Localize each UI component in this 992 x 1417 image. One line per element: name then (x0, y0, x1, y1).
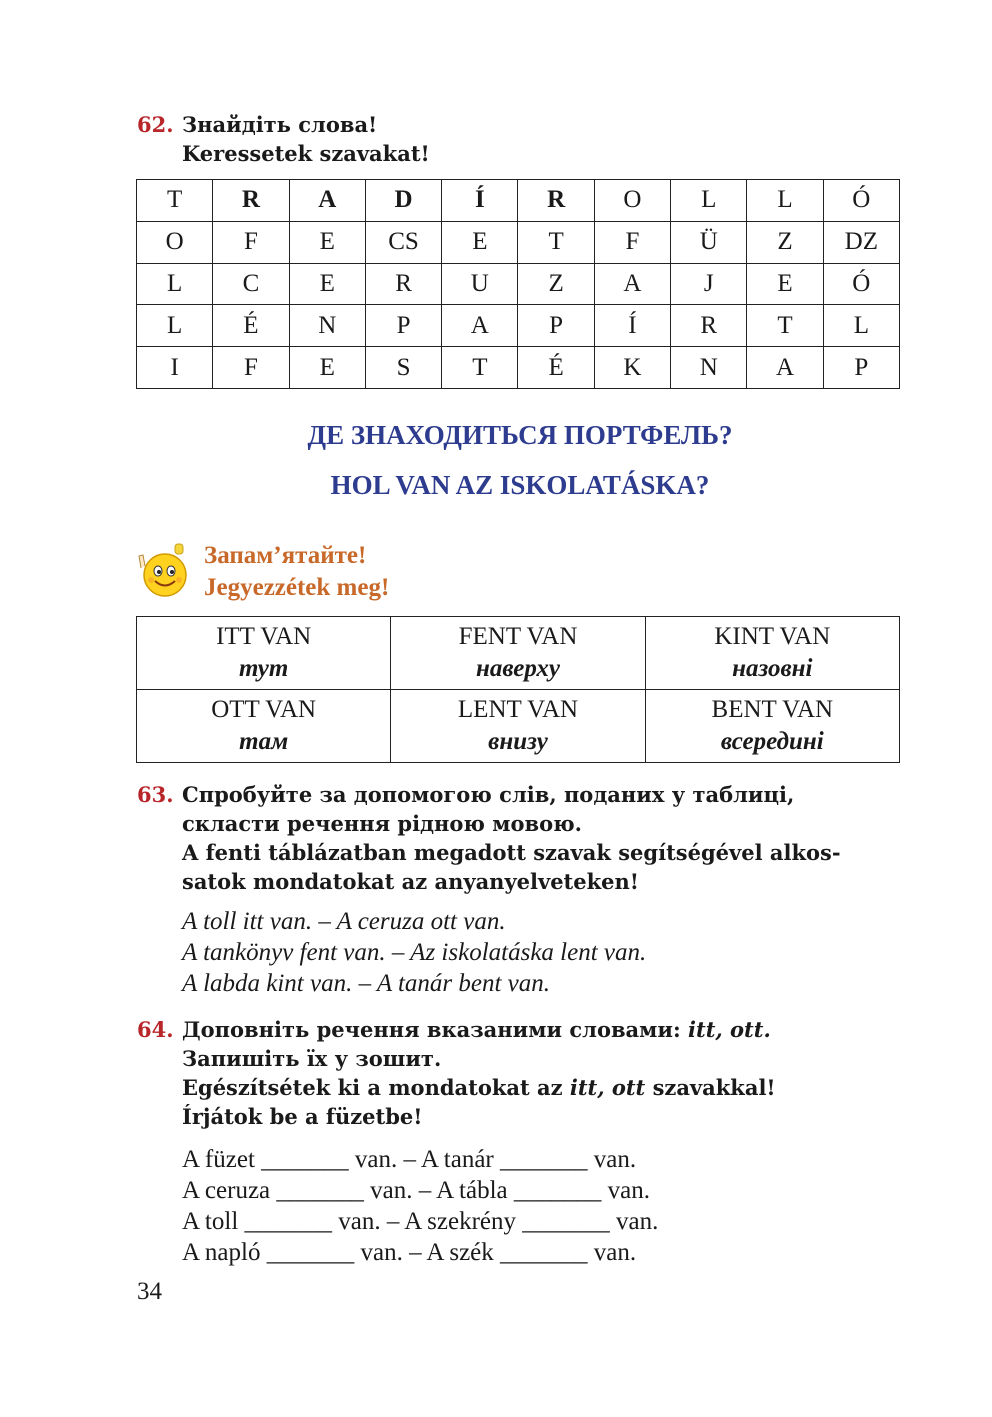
grid-row (137, 221, 900, 263)
fill-in-sentence: A toll _______ van. – A szekrény _______ van. (182, 1208, 659, 1235)
grid-cell: L (671, 180, 747, 222)
vocab-ua: внизу (488, 728, 548, 755)
instruction-ua: Спробуйте за допомогою слів, поданих у таблиці, (182, 782, 795, 807)
vocab-ua: наверху (476, 655, 560, 682)
grid-cell: L (747, 180, 823, 222)
vocab-ua: там (239, 728, 289, 755)
grid-cell: CS (365, 221, 441, 263)
vocab-hu: KINT VAN (714, 623, 831, 650)
vocab-hu: BENT VAN (711, 696, 834, 723)
instruction-hu: szavakkal! (645, 1075, 776, 1100)
grid-cell: L (137, 305, 213, 347)
remember-hu: Jegyezzétek meg! (204, 574, 390, 601)
grid-cell: E (289, 263, 365, 305)
grid-row (137, 180, 900, 222)
exercise-number: 63. (137, 782, 174, 807)
exercise-64 (137, 1015, 776, 1131)
grid-cell: A (289, 180, 365, 222)
grid-cell: T (137, 180, 213, 222)
instruction-ua: Запишіть їх у зошит. (182, 1046, 442, 1071)
fill-in-sentence: A füzet _______ van. – A tanár _______ van. (182, 1146, 637, 1173)
grid-cell: T (747, 305, 823, 347)
grid-cell: Z (518, 263, 594, 305)
grid-row (137, 305, 900, 347)
grid-cell: T (518, 221, 594, 263)
smiley-lightbulb-icon (135, 542, 195, 600)
instruction-hu: Írjátok be a füzetbe! (182, 1104, 423, 1129)
grid-cell: O (137, 221, 213, 263)
vocab-cell (645, 617, 899, 690)
vocab-hu: OTT VAN (211, 696, 317, 723)
example-sentence: A toll itt van. – A ceruza ott van. (182, 908, 506, 935)
section-heading-hu: HOL VAN AZ ISKOLATÁSKA? (330, 470, 710, 500)
vocab-hu: FENT VAN (458, 623, 578, 650)
grid-cell: E (289, 221, 365, 263)
instruction-hu: Keressetek szavakat! (182, 141, 430, 166)
grid-cell: R (671, 305, 747, 347)
section-heading-ua: ДЕ ЗНАХОДИТЬСЯ ПОРТФЕЛЬ? (307, 420, 733, 450)
grid-cell: F (213, 221, 289, 263)
grid-cell: F (594, 221, 670, 263)
instruction-ua: Знайдіть слова! (182, 112, 378, 137)
grid-cell: Ü (671, 221, 747, 263)
grid-cell: R (365, 263, 441, 305)
exercise-63 (137, 780, 841, 896)
instruction-hu: satok mondatokat az anyanyelveteken! (182, 869, 640, 894)
grid-cell: O (594, 180, 670, 222)
grid-cell: R (518, 180, 594, 222)
exercise-62 (137, 110, 430, 168)
grid-cell: F (213, 347, 289, 389)
grid-row (137, 263, 900, 305)
vocab-cell (645, 690, 899, 763)
fill-in-sentence: A napló _______ van. – A szék _______ van. (182, 1239, 637, 1266)
grid-cell: P (518, 305, 594, 347)
grid-cell: Ó (823, 263, 899, 305)
grid-cell: E (747, 263, 823, 305)
vocabulary-table (136, 616, 900, 763)
grid-cell: É (213, 305, 289, 347)
grid-cell: Z (747, 221, 823, 263)
example-sentence: A tankönyv fent van. – Az iskolatáska lent van. (182, 939, 647, 966)
grid-row (137, 347, 900, 389)
grid-cell: N (671, 347, 747, 389)
table-row (137, 690, 900, 763)
grid-cell: DZ (823, 221, 899, 263)
grid-cell: R (213, 180, 289, 222)
remember-ua: Запам’ятайте! (204, 542, 367, 569)
word-search-grid (136, 179, 900, 389)
vocab-ua: всередині (720, 728, 824, 755)
vocab-ua: тут (238, 655, 289, 682)
grid-cell: K (594, 347, 670, 389)
grid-cell: U (442, 263, 518, 305)
grid-cell: E (442, 221, 518, 263)
page-number: 34 (137, 1278, 162, 1305)
grid-cell: I (137, 347, 213, 389)
example-sentence: A labda kint van. – A tanár bent van. (182, 970, 551, 997)
grid-cell: J (671, 263, 747, 305)
grid-cell: T (442, 347, 518, 389)
keywords: itt, ott (569, 1075, 646, 1100)
grid-cell: S (365, 347, 441, 389)
fill-in-sentences (182, 1144, 658, 1268)
vocab-cell (391, 690, 645, 763)
grid-cell: P (823, 347, 899, 389)
grid-cell: L (137, 263, 213, 305)
instruction-ua: Доповніть речення вказаними словами: (182, 1017, 689, 1042)
grid-cell: É (518, 347, 594, 389)
vocab-cell (137, 690, 391, 763)
fill-in-sentence: A ceruza _______ van. – A tábla _______ van. (182, 1177, 650, 1204)
vocab-ua: назовні (732, 655, 813, 682)
grid-cell: L (823, 305, 899, 347)
grid-cell: Ó (823, 180, 899, 222)
instruction-ua: скласти речення рідною мовою. (182, 811, 582, 836)
grid-cell: P (365, 305, 441, 347)
vocab-cell (137, 617, 391, 690)
table-row (137, 617, 900, 690)
keywords: itt, ott. (688, 1017, 771, 1042)
vocab-hu: LENT VAN (457, 696, 579, 723)
grid-cell: A (442, 305, 518, 347)
grid-cell: Í (594, 305, 670, 347)
instruction-hu: Egészítsétek ki a mondatokat az (182, 1075, 570, 1100)
grid-cell: A (594, 263, 670, 305)
grid-cell: C (213, 263, 289, 305)
exercise-number: 62. (137, 112, 174, 137)
example-sentences (182, 906, 646, 999)
grid-cell: D (365, 180, 441, 222)
grid-cell: Í (442, 180, 518, 222)
exercise-number: 64. (137, 1017, 174, 1042)
grid-cell: E (289, 347, 365, 389)
instruction-hu: A fenti táblázatban megadott szavak segítségével alkos- (182, 840, 841, 865)
grid-cell: A (747, 347, 823, 389)
grid-cell: N (289, 305, 365, 347)
vocab-cell (391, 617, 645, 690)
vocab-hu: ITT VAN (216, 623, 312, 650)
